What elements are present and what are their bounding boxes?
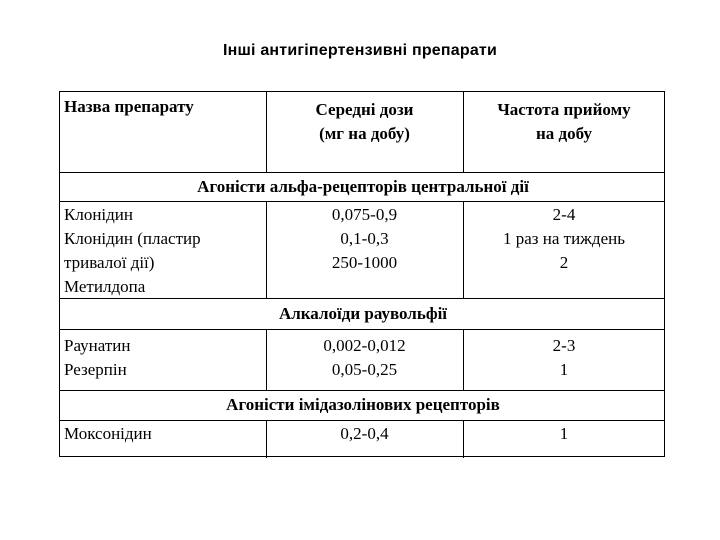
section-heading: Агоністи альфа-рецепторів центральної дії [197,177,529,196]
drug-name: тривалої дії) [64,253,155,272]
header-frequency-line1: Частота прийому [497,100,631,119]
dose-value: 0,075-0,9 [331,205,398,224]
header-dose-line1: Середні дози [315,100,414,119]
header-frequency-line2: на добу [536,124,592,143]
row-divider [60,390,664,391]
drug-name: Моксонідин [64,424,152,443]
row-divider [60,298,664,299]
dose-value: 0,1-0,3 [340,229,389,248]
drug-name: Клонідин (пластир [64,229,201,248]
drug-name: Клонідин [64,205,133,224]
drug-table [59,91,665,457]
row-divider [60,201,664,202]
dose-value: 250-1000 [331,253,398,272]
section-heading: Алкалоїди раувольфії [278,304,448,323]
frequency-value: 2-4 [552,205,576,224]
dose-value: 0,002-0,012 [323,336,406,355]
page-title: Інші антигіпертензивні препарати [222,42,498,59]
section-heading: Агоністи імідазолінових рецепторів [226,395,500,414]
dose-value: 0,05-0,25 [331,360,398,379]
frequency-value: 1 [559,360,569,379]
frequency-value: 1 [559,424,569,443]
drug-name: Раунатин [64,336,131,355]
frequency-value: 2-3 [552,336,576,355]
row-divider [60,329,664,330]
dose-value: 0,2-0,4 [340,424,389,443]
drug-name: Метилдопа [64,277,146,296]
header-dose-line2: (мг на добу) [319,124,410,143]
row-divider [60,420,664,421]
header-drug-name: Назва препарату [64,97,194,116]
row-divider [60,172,664,173]
frequency-value: 2 [559,253,569,272]
frequency-value: 1 раз на тиждень [503,229,625,248]
drug-name: Резерпін [64,360,127,379]
